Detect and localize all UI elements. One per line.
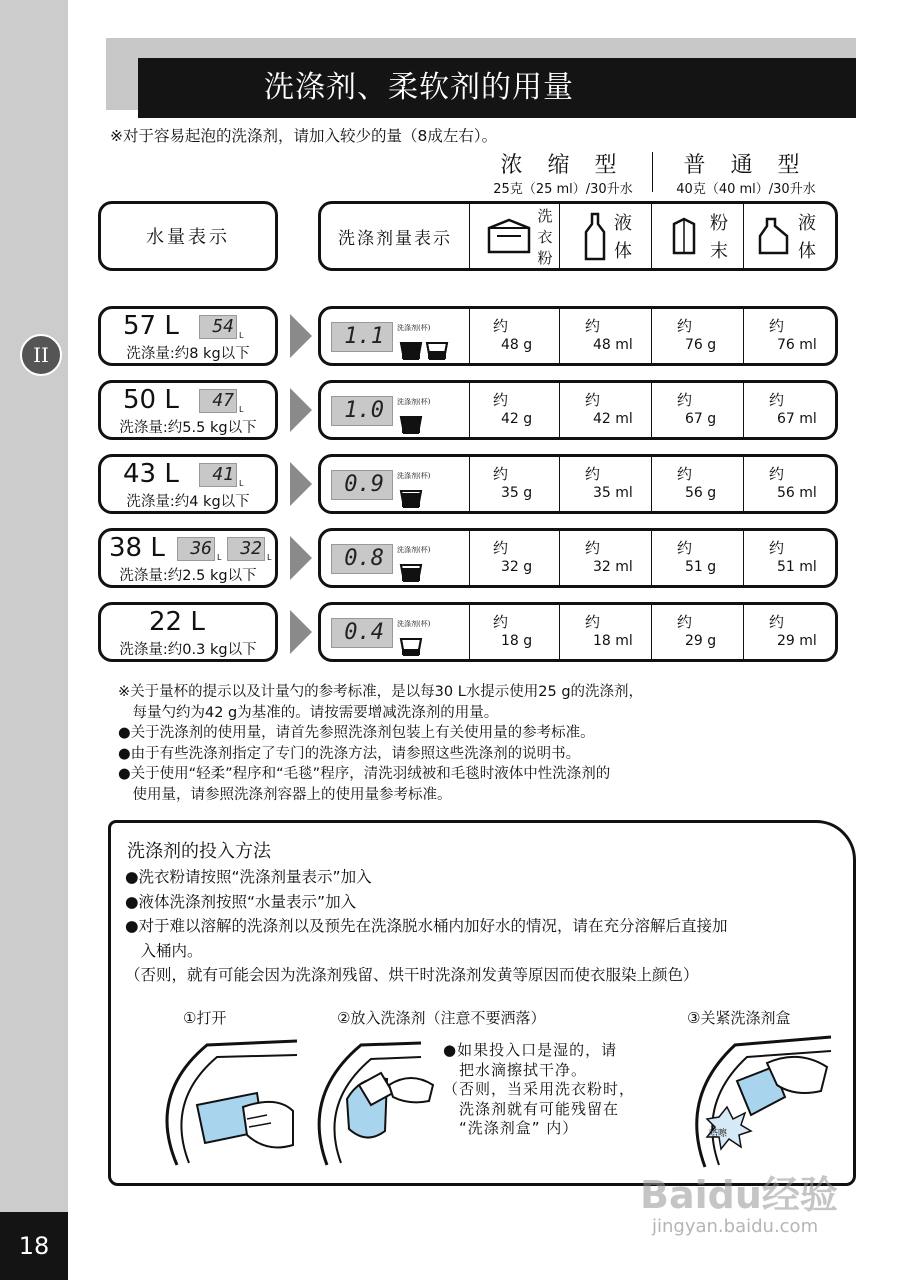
watermark-brand: Baidu经验 bbox=[640, 1173, 838, 1217]
amount-value: 48 g bbox=[501, 337, 533, 353]
wash-load-text: 洗涤量:约8 kg以下 bbox=[126, 346, 250, 362]
method-instructions bbox=[125, 865, 728, 988]
amount-value: 42 ml bbox=[593, 411, 633, 427]
water-lcd-display: 41 bbox=[199, 463, 237, 487]
open-drawer-illustration bbox=[147, 1035, 297, 1175]
note-line: ●关于洗涤剂的使用量，请首先参照洗涤剂包装上有关使用量的参考标准。 bbox=[118, 725, 595, 741]
approx-label: 约 bbox=[769, 391, 785, 409]
left-margin-strip bbox=[0, 0, 68, 1280]
note-line: 每量勺约为42 g为基准的。请按需要增减洗涤剂的用量。 bbox=[118, 704, 499, 721]
approx-label: 约 bbox=[585, 465, 601, 483]
wash-load-text: 洗涤量:约5.5 kg以下 bbox=[119, 420, 257, 436]
note-line: 使用量，请参照洗涤剂容器上的使用量参考标准。 bbox=[118, 786, 452, 803]
approx-label: 约 bbox=[769, 539, 785, 557]
measuring-cup-icon bbox=[399, 415, 423, 435]
detergent-amount-row bbox=[318, 528, 838, 588]
approx-label: 约 bbox=[769, 317, 785, 335]
cup-lcd-display: 0.4 bbox=[331, 618, 393, 648]
powder-box-icon bbox=[487, 216, 531, 256]
amount-value: 32 g bbox=[501, 559, 533, 575]
page-title: 洗涤剂、柔软剂的用量 bbox=[138, 58, 856, 118]
detergent-display-header bbox=[318, 201, 838, 271]
amount-value: 42 g bbox=[501, 411, 533, 427]
cup-label: 洗涤剂(杯) bbox=[397, 546, 431, 554]
approx-label: 约 bbox=[769, 613, 785, 631]
approx-label: 约 bbox=[677, 613, 693, 631]
click-sound-label: 嗒嚓 bbox=[709, 1129, 728, 1139]
method-line: ●洗衣粉请按照“洗涤剂量表示”加入 bbox=[125, 868, 372, 886]
water-level-value: 57 L bbox=[123, 311, 179, 341]
cup-lcd-display: 0.9 bbox=[331, 470, 393, 500]
method-line: ●液体洗涤剂按照“水量表示”加入 bbox=[125, 892, 357, 911]
method-line: 入桶内。 bbox=[125, 941, 203, 960]
foam-note: ※对于容易起泡的洗涤剂，请加入较少的量（8成左右）。 bbox=[110, 127, 498, 145]
row-arrow-icon bbox=[290, 536, 312, 580]
detergent-amount-row bbox=[318, 380, 838, 440]
cup-lcd-display: 0.8 bbox=[331, 544, 393, 574]
approx-label: 约 bbox=[769, 465, 785, 483]
amount-value: 18 ml bbox=[593, 633, 633, 649]
measuring-cup-icon bbox=[399, 563, 423, 583]
water-display-label: 水量表示 bbox=[146, 227, 230, 248]
regular-type-ratio: 40克（40 ml）/30升水 bbox=[676, 182, 816, 197]
approx-label: 约 bbox=[493, 613, 509, 631]
step-add-label: ②放入洗涤剂（注意不要洒落） bbox=[337, 1009, 546, 1027]
chapter-badge: II bbox=[20, 334, 62, 376]
water-level-box bbox=[98, 306, 278, 366]
detergent-display-label: 洗涤剂量表示 bbox=[338, 228, 452, 249]
concentrated-type-ratio: 25克（25 ml）/30升水 bbox=[493, 182, 633, 197]
method-title: 洗涤剂的投入方法 bbox=[127, 841, 271, 862]
add-detergent-illustration bbox=[301, 1035, 451, 1175]
detergent-amount-row bbox=[318, 306, 838, 366]
row-arrow-icon bbox=[290, 462, 312, 506]
water-level-value: 43 L bbox=[123, 459, 179, 489]
amount-value: 67 ml bbox=[777, 411, 817, 427]
lcd-unit: L bbox=[239, 331, 244, 340]
measuring-cup-icon bbox=[399, 341, 423, 361]
wet-inlet-tip bbox=[443, 1041, 635, 1139]
amount-value: 56 ml bbox=[777, 485, 817, 501]
water-display-header bbox=[98, 201, 278, 271]
water-level-box bbox=[98, 602, 278, 662]
water-level-box bbox=[98, 528, 278, 588]
water-lcd-display: 32 bbox=[227, 537, 265, 561]
liquid-jug-icon bbox=[757, 216, 791, 256]
column-label-liquid: 液体 bbox=[614, 213, 632, 262]
measuring-cup-icon bbox=[425, 341, 449, 361]
lcd-unit: L bbox=[267, 553, 272, 562]
water-lcd-display: 36 bbox=[177, 537, 215, 561]
amount-value: 76 g bbox=[685, 337, 717, 353]
watermark-url: jingyan.baidu.com bbox=[652, 1216, 819, 1237]
cup-label: 洗涤剂(杯) bbox=[397, 398, 431, 406]
step-open-label: ①打开 bbox=[183, 1009, 227, 1027]
approx-label: 约 bbox=[677, 391, 693, 409]
column-label-liquid-regular: 液体 bbox=[798, 213, 816, 262]
approx-label: 约 bbox=[585, 613, 601, 631]
cup-label: 洗涤剂(杯) bbox=[397, 324, 431, 332]
water-level-value: 22 L bbox=[149, 607, 205, 637]
water-level-value: 50 L bbox=[123, 385, 179, 415]
cup-lcd-display: 1.0 bbox=[331, 396, 393, 426]
row-arrow-icon bbox=[290, 610, 312, 654]
approx-label: 约 bbox=[493, 317, 509, 335]
approx-label: 约 bbox=[585, 317, 601, 335]
amount-value: 51 g bbox=[685, 559, 717, 575]
wash-load-text: 洗涤量:约2.5 kg以下 bbox=[119, 568, 257, 584]
row-arrow-icon bbox=[290, 314, 312, 358]
amount-value: 18 g bbox=[501, 633, 533, 649]
approx-label: 约 bbox=[493, 539, 509, 557]
step-close-label: ③关紧洗涤剂盒 bbox=[687, 1009, 791, 1027]
water-lcd-display: 54 bbox=[199, 315, 237, 339]
amount-value: 35 ml bbox=[593, 485, 633, 501]
amount-value: 32 ml bbox=[593, 559, 633, 575]
dosage-notes bbox=[118, 682, 643, 805]
amount-value: 76 ml bbox=[777, 337, 817, 353]
amount-value: 29 ml bbox=[777, 633, 817, 649]
powder-box-icon bbox=[671, 216, 697, 256]
tip-line: （否则，当采用洗衣粉时， bbox=[443, 1080, 636, 1098]
approx-label: 约 bbox=[585, 539, 601, 557]
regular-type-title: 普 通 型 bbox=[683, 153, 809, 178]
tip-line: 洗涤剂就有可能残留在 bbox=[443, 1099, 620, 1118]
method-line: （否则，就有可能会因为洗涤剂残留、烘干时洗涤剂发黄等原因而使衣服染上颜色） bbox=[125, 966, 699, 984]
cup-label: 洗涤剂(杯) bbox=[397, 472, 431, 480]
approx-label: 约 bbox=[493, 465, 509, 483]
close-drawer-illustration bbox=[681, 1027, 841, 1173]
page-number: 18 bbox=[0, 1212, 68, 1280]
note-line: ●关于使用“轻柔”程序和“毛毯”程序，清洗羽绒被和毛毯时液体中性洗涤剂的 bbox=[118, 766, 611, 782]
row-arrow-icon bbox=[290, 388, 312, 432]
measuring-cup-icon bbox=[399, 637, 423, 657]
note-line: ●由于有些洗涤剂指定了专门的洗涤方法，请参照这些洗涤剂的说明书。 bbox=[118, 745, 581, 762]
water-level-box bbox=[98, 454, 278, 514]
amount-value: 67 g bbox=[685, 411, 717, 427]
tip-line: ●如果投入口是湿的，请 bbox=[443, 1041, 618, 1059]
column-label-powder-regular: 粉末 bbox=[710, 213, 728, 262]
approx-label: 约 bbox=[677, 465, 693, 483]
amount-value: 29 g bbox=[685, 633, 717, 649]
column-label-powder: 洗衣粉 bbox=[537, 207, 553, 267]
approx-label: 约 bbox=[677, 539, 693, 557]
method-line: ●对于难以溶解的洗涤剂以及预先在洗涤脱水桶内加好水的情况，请在充分溶解后直接加 bbox=[125, 917, 728, 935]
amount-value: 48 ml bbox=[593, 337, 633, 353]
type-divider bbox=[652, 152, 653, 192]
concentrated-type-title: 浓 缩 型 bbox=[500, 153, 626, 178]
note-line: ※关于量杯的提示以及计量勺的参考标准，是以每30 L水提示使用25 g的洗涤剂， bbox=[118, 684, 644, 700]
water-level-box bbox=[98, 380, 278, 440]
measuring-cup-icon bbox=[399, 489, 423, 509]
detergent-amount-row bbox=[318, 454, 838, 514]
method-box bbox=[108, 820, 856, 1186]
amount-value: 56 g bbox=[685, 485, 717, 501]
approx-label: 约 bbox=[493, 391, 509, 409]
tip-line: 把水滴擦拭干净。 bbox=[443, 1060, 588, 1079]
cup-label: 洗涤剂(杯) bbox=[397, 620, 431, 628]
lcd-unit: L bbox=[217, 553, 222, 562]
detergent-amount-row bbox=[318, 602, 838, 662]
liquid-bottle-icon bbox=[583, 212, 607, 262]
lcd-unit: L bbox=[239, 479, 244, 488]
approx-label: 约 bbox=[585, 391, 601, 409]
wash-load-text: 洗涤量:约0.3 kg以下 bbox=[119, 642, 257, 658]
amount-value: 35 g bbox=[501, 485, 533, 501]
approx-label: 约 bbox=[677, 317, 693, 335]
lcd-unit: L bbox=[239, 405, 244, 414]
water-level-value: 38 L bbox=[109, 533, 165, 563]
cup-lcd-display: 1.1 bbox=[331, 322, 393, 352]
wash-load-text: 洗涤量:约4 kg以下 bbox=[126, 494, 250, 510]
water-lcd-display: 47 bbox=[199, 389, 237, 413]
tip-line: “洗涤剂盒” 内） bbox=[443, 1119, 579, 1137]
amount-value: 51 ml bbox=[777, 559, 817, 575]
